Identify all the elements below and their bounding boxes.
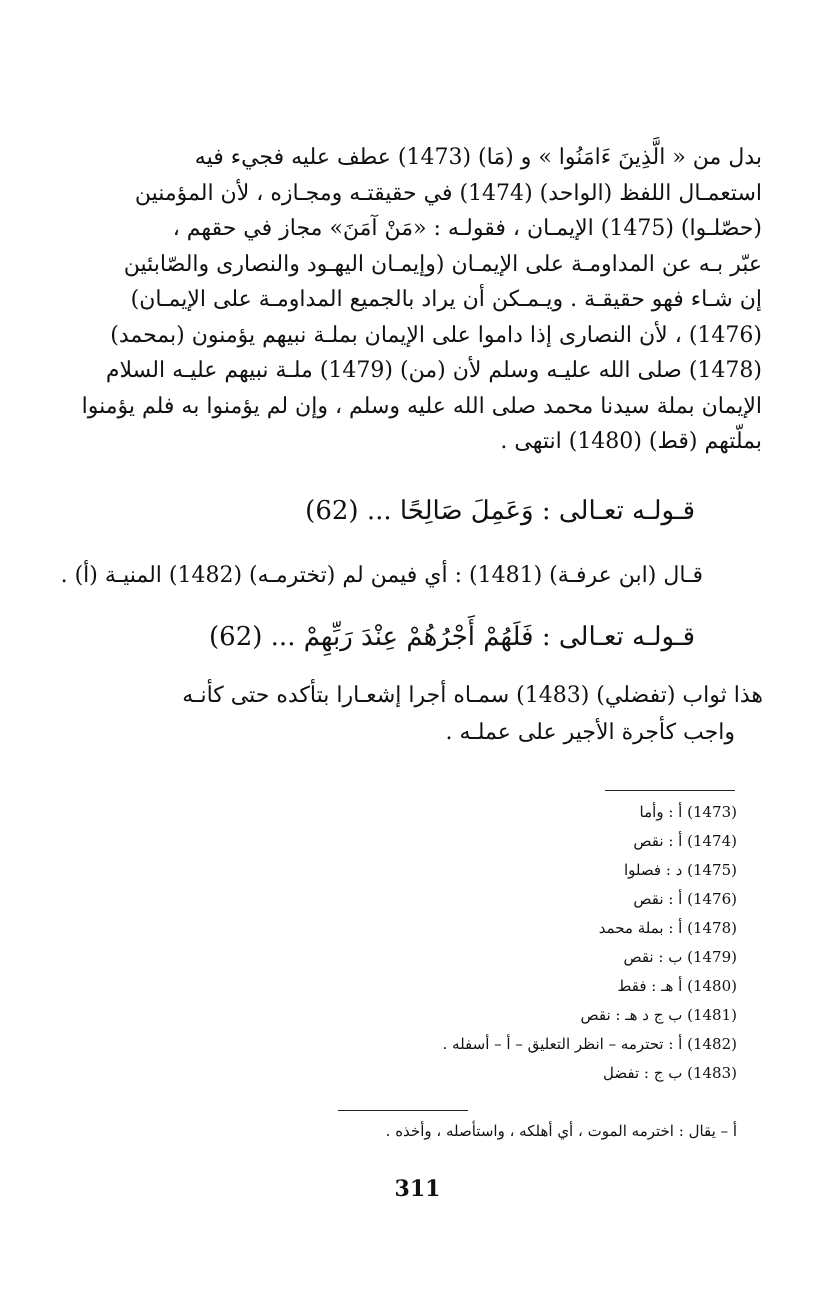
text-line: إن شـاء فهو حقيقـة . ويـمـكن أن يراد بالجميع المداومـة على الإيمـان): [130, 287, 762, 312]
footnote: (1473) أ : وأما: [639, 803, 737, 821]
text-line: بملّتهم (قط) (1480) انتهى .: [500, 429, 762, 454]
footnote: (1478) أ : بملة محمد: [598, 919, 737, 937]
text-line: عبّر بـه عن المداومـة على الإيمـان (وإيمـان اليهـود والنصارى والصّابئين: [123, 251, 762, 277]
annotation-divider: [338, 1110, 468, 1111]
verse-heading: قـولـه تعـالى : فَلَهُمْ أَجْرُهُمْ عِنْدَ رَبِّهِمْ ... (62): [209, 622, 695, 652]
footnote: (1482) أ : تحترمه – انظر التعليق – أ – أسفله .: [442, 1035, 737, 1053]
footnote-divider: [605, 790, 735, 791]
text-line: (1476) ، لأن النصارى إذا داموا على الإيمان بملـة نبيهم يؤمنون (بمحمد): [110, 322, 762, 348]
closing-line: واجب كأجرة الأجير على عملـه .: [445, 720, 735, 745]
closing-line: هذا ثواب (تفضلي) (1483) سمـاه أجرا إشعـارا بتأكده حتى كأنـه: [182, 683, 763, 708]
footnote: (1480) أ هـ : فقط: [617, 977, 737, 995]
text-line: (حصّلـوا) (1475) الإيمـان ، فقولـه : «مَنْ آمَنَ» مجاز في حقهم ،: [172, 216, 762, 241]
text-line: الإيمان بملة سيدنا محمد صلى الله عليه وسلم ، وإن لم يؤمنوا به فلم يؤمنوا: [81, 393, 762, 419]
footnote: (1479) ب : نقص: [623, 948, 737, 966]
main-text: [72, 140, 762, 460]
text-line: استعمـال اللفظ (الواحد) (1474) في حقيقتـه ومجـازه ، لأن المؤمنين: [134, 180, 762, 206]
text-line: بدل من « الَّذِينَ ءَامَنُوا » و (مَا) (1473) عطف عليه فجيء فيه: [194, 145, 762, 170]
page-number: 311: [394, 1176, 441, 1202]
footnote: (1475) د : فصلوا: [624, 861, 737, 879]
footnote: (1483) ب ج : تفضل: [603, 1064, 737, 1082]
footnotes: [443, 798, 738, 1088]
footnote: (1474) أ : نقص: [633, 832, 737, 850]
footnote: (1476) أ : نقص: [633, 890, 737, 908]
annotation-note: أ – يقال : اخترمه الموت ، أي أهلكه ، واستأصله ، وأخذه .: [385, 1122, 737, 1140]
commentary-line: قـال (ابن عرفـة) (1481) : أي فيمن لم (تخترمـه) (1482) المنيـة (أ) .: [60, 563, 703, 588]
text-line: (1478) صلى الله عليـه وسلم لأن (من) (1479) ملـة نبيهم عليـه السلام: [105, 358, 762, 383]
footnote: (1481) ب ج د هـ : نقص: [580, 1006, 737, 1024]
verse-heading: قـولـه تعـالى : وَعَمِلَ صَالِحًا ... (62): [305, 496, 695, 526]
